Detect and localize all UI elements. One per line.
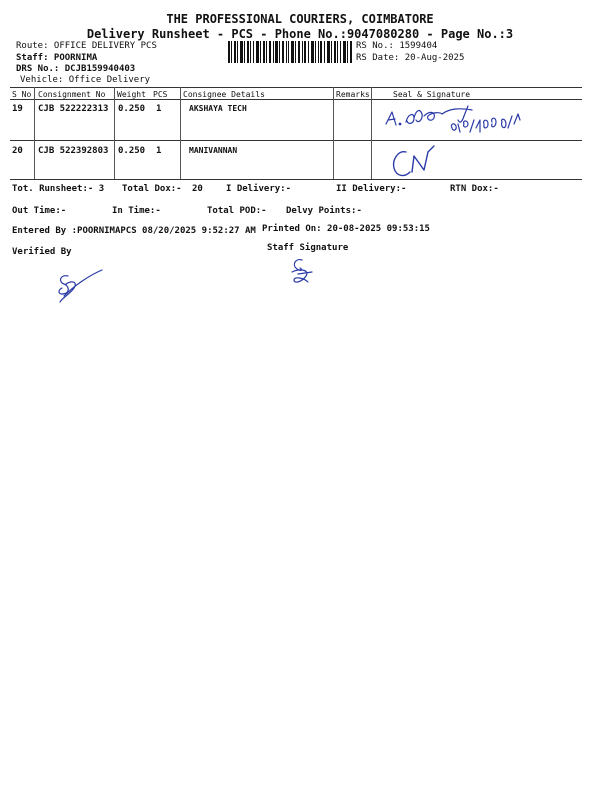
header-remarks: Remarks: [336, 90, 370, 99]
delivery-signature-handwriting: [388, 142, 448, 182]
header-pcs: PCS: [153, 90, 168, 99]
vehicle-label: Vehicle: Office Delivery: [20, 75, 151, 85]
total-runsheet: Tot. Runsheet:- 3: [12, 184, 105, 194]
runsheet-subtitle: Delivery Runsheet - PCS - Phone No.:9047080280 - Page No.:3: [86, 27, 514, 41]
row-weight: 0.250: [118, 104, 146, 114]
company-title: THE PROFESSIONAL COURIERS, COIMBATORE: [166, 12, 434, 26]
verified-by-label: Verified By: [12, 247, 72, 257]
header-consignee: Consignee Details: [183, 90, 265, 99]
barcode: [228, 41, 352, 63]
col-divider: [180, 87, 181, 179]
rtn-dox: RTN Dox:-: [450, 184, 499, 194]
staff-label: Staff: POORNIMA: [16, 53, 98, 63]
table-bottom-border: [10, 179, 582, 180]
table-top-border: [10, 87, 582, 88]
drs-number: DRS No.: DCJB159940403: [16, 64, 136, 74]
row-pcs: 1: [156, 146, 162, 156]
header-seal: Seal & Signature: [393, 90, 471, 99]
i-delivery: I Delivery:-: [226, 184, 292, 194]
col-divider: [371, 87, 372, 179]
row-pcs: 1: [156, 104, 162, 114]
out-time: Out Time:-: [12, 206, 67, 216]
row-consignee: AKSHAYA TECH: [189, 104, 247, 113]
rs-date: RS Date: 20-Aug-2025: [356, 53, 465, 63]
row-consignee: MANIVANNAN: [189, 146, 238, 155]
staff-signature-label: Staff Signature: [267, 243, 349, 253]
entered-by: Entered By :POORNIMAPCS 08/20/2025 9:52:27 AM: [12, 226, 256, 236]
row-sno: 19: [12, 104, 23, 114]
row-weight: 0.250: [118, 146, 146, 156]
route-label: Route: OFFICE DELIVERY PCS: [16, 41, 157, 51]
col-divider: [114, 87, 115, 179]
total-pod: Total POD:-: [207, 206, 267, 216]
ii-delivery: II Delivery:-: [336, 184, 407, 194]
printed-on: Printed On: 20-08-2025 09:53:15: [262, 224, 430, 234]
total-dox-label: Total Dox:-: [122, 184, 182, 194]
col-divider: [34, 87, 35, 179]
row-sno: 20: [12, 146, 23, 156]
col-divider: [333, 87, 334, 179]
header-weight: Weight: [117, 90, 146, 99]
verified-by-signature: [52, 266, 108, 306]
delivery-signature-handwriting: [380, 98, 540, 142]
in-time: In Time:-: [112, 206, 161, 216]
row-consignment: CJB 522392803: [38, 146, 109, 156]
rs-number: RS No.: 1599404: [356, 41, 438, 51]
delvy-points: Delvy Points:-: [286, 206, 362, 216]
staff-signature: [288, 256, 318, 288]
header-consignment: Consignment No: [38, 90, 106, 99]
total-dox-value: 20: [192, 184, 203, 194]
row-consignment: CJB 522222313: [38, 104, 109, 114]
header-sno: S No: [12, 90, 32, 99]
